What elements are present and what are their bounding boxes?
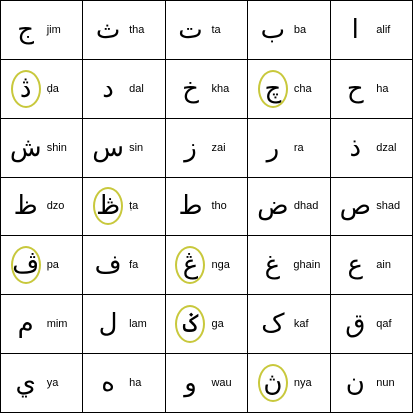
letter-glyph: ه — [101, 368, 115, 399]
letter-glyph: ڠ — [182, 250, 199, 281]
letter-transliteration: wau — [211, 377, 232, 390]
letter-cell — [1, 178, 83, 237]
letter-cell — [331, 1, 413, 60]
letter-glyph: ݢ — [182, 309, 199, 340]
letter-glyph: ڟ — [96, 191, 121, 222]
letter-glyph: م — [17, 309, 34, 340]
letter-glyph-wrap — [340, 248, 370, 282]
letter-cell — [166, 295, 248, 354]
letter-glyph: ز — [184, 132, 197, 163]
letter-transliteration: ba — [293, 23, 307, 36]
letter-transliteration: fa — [129, 259, 139, 272]
letter-glyph-wrap — [93, 248, 123, 282]
letter-transliteration: nya — [293, 377, 312, 390]
letter-cell — [248, 1, 330, 60]
letter-transliteration: qaf — [376, 318, 392, 331]
letter-glyph-wrap — [11, 307, 41, 341]
letter-glyph-wrap — [340, 131, 370, 165]
letter-glyph-wrap — [175, 307, 205, 341]
letter-transliteration: zai — [211, 141, 226, 154]
letter-cell — [166, 236, 248, 295]
letter-cell — [248, 295, 330, 354]
letter-glyph-wrap — [258, 72, 288, 106]
letter-transliteration: tho — [211, 200, 227, 213]
letter-transliteration: dzal — [376, 141, 397, 154]
letter-glyph: ث — [95, 14, 121, 45]
letter-cell — [331, 236, 413, 295]
letter-glyph-wrap — [340, 72, 370, 106]
letter-cell — [331, 354, 413, 413]
letter-glyph-wrap — [175, 72, 205, 106]
letter-glyph-wrap — [175, 13, 205, 47]
letter-transliteration: ghain — [293, 259, 321, 272]
letter-glyph: س — [92, 132, 124, 163]
letter-glyph: ش — [9, 132, 42, 163]
letter-transliteration: ya — [46, 377, 59, 390]
letter-transliteration: cha — [293, 82, 312, 95]
letter-transliteration: kaf — [293, 318, 309, 331]
letter-cell — [83, 354, 165, 413]
letter-glyph: ب — [260, 14, 286, 45]
letter-transliteration: alif — [376, 23, 391, 36]
letter-glyph: ط — [178, 191, 203, 222]
letter-cell — [331, 295, 413, 354]
letter-transliteration: shad — [376, 200, 401, 213]
letter-transliteration: ṭa — [129, 200, 139, 213]
letter-glyph: غ — [264, 250, 281, 281]
letter-transliteration: shin — [46, 141, 67, 154]
letter-cell — [1, 354, 83, 413]
letter-glyph: د — [102, 73, 114, 104]
letter-glyph: و — [184, 368, 197, 399]
letter-glyph-wrap — [175, 189, 205, 223]
letter-glyph: ف — [94, 250, 122, 281]
letter-glyph: ع — [347, 250, 364, 281]
letter-glyph-wrap — [93, 131, 123, 165]
letter-transliteration: tha — [129, 23, 145, 36]
letter-glyph-wrap — [11, 366, 41, 400]
letter-transliteration: ḍa — [46, 82, 59, 95]
letter-cell — [1, 295, 83, 354]
letter-glyph-wrap — [11, 13, 41, 47]
letter-glyph: ل — [98, 309, 118, 340]
letter-transliteration: ain — [376, 259, 391, 272]
letter-transliteration: sin — [129, 141, 144, 154]
letter-cell — [248, 178, 330, 237]
letter-glyph: ج — [17, 14, 35, 45]
letter-glyph-wrap — [258, 307, 288, 341]
letter-transliteration: ga — [211, 318, 224, 331]
letter-transliteration: ta — [211, 23, 221, 36]
letter-glyph: ي — [15, 368, 36, 399]
letter-glyph: ڎ — [19, 73, 32, 104]
letter-cell — [248, 354, 330, 413]
letter-glyph-wrap — [93, 72, 123, 106]
letter-glyph: ض — [257, 191, 289, 222]
letter-glyph: ڤ — [12, 250, 40, 281]
letter-cell — [166, 60, 248, 119]
letter-glyph-wrap — [340, 189, 370, 223]
letter-cell — [166, 119, 248, 178]
letter-glyph: ا — [351, 14, 359, 45]
letter-transliteration: ha — [129, 377, 142, 390]
letter-cell — [331, 60, 413, 119]
letter-transliteration: ra — [293, 141, 304, 154]
letter-glyph-wrap — [258, 366, 288, 400]
letter-cell — [83, 236, 165, 295]
letter-glyph-wrap — [340, 13, 370, 47]
letter-transliteration: kha — [211, 82, 230, 95]
letter-cell — [83, 1, 165, 60]
letter-transliteration: dzo — [46, 200, 65, 213]
letter-glyph-wrap — [11, 131, 41, 165]
letter-glyph: ق — [345, 309, 366, 340]
letter-glyph: ظ — [13, 191, 38, 222]
letter-glyph: ح — [346, 73, 364, 104]
letter-glyph-wrap — [93, 13, 123, 47]
letter-glyph-wrap — [258, 131, 288, 165]
letter-cell — [166, 178, 248, 237]
letter-glyph-wrap — [11, 248, 41, 282]
letter-cell — [248, 119, 330, 178]
letter-transliteration: lam — [129, 318, 147, 331]
letter-glyph-wrap — [258, 189, 288, 223]
letter-glyph: ڽ — [263, 368, 283, 399]
letter-cell — [1, 236, 83, 295]
letter-cell — [1, 119, 83, 178]
letter-cell — [83, 178, 165, 237]
letter-glyph: ک — [261, 309, 285, 340]
letter-cell — [83, 60, 165, 119]
letter-glyph-wrap — [93, 189, 123, 223]
letter-transliteration: dhad — [293, 200, 319, 213]
letter-glyph: ت — [178, 14, 203, 45]
letter-transliteration: mim — [46, 318, 68, 331]
letter-cell — [83, 295, 165, 354]
letter-glyph-wrap — [11, 189, 41, 223]
letter-glyph: ر — [266, 132, 280, 163]
letter-glyph-wrap — [11, 72, 41, 106]
letter-glyph-wrap — [175, 131, 205, 165]
letter-glyph: خ — [182, 73, 199, 104]
letter-glyph: ص — [339, 191, 372, 222]
letter-transliteration: nun — [376, 377, 395, 390]
letter-cell — [1, 1, 83, 60]
letter-cell — [166, 1, 248, 60]
letter-cell — [248, 236, 330, 295]
letter-cell — [331, 178, 413, 237]
letter-cell — [1, 60, 83, 119]
letter-cell — [331, 119, 413, 178]
letter-glyph: چ — [264, 73, 282, 104]
letter-glyph-wrap — [93, 307, 123, 341]
letter-glyph-wrap — [257, 248, 287, 282]
letter-transliteration: nga — [211, 259, 230, 272]
letter-glyph-wrap — [340, 366, 370, 400]
letter-cell — [166, 354, 248, 413]
letter-glyph-wrap — [175, 366, 205, 400]
letter-cell — [83, 119, 165, 178]
letter-cell — [248, 60, 330, 119]
letter-glyph-wrap — [93, 366, 123, 400]
letter-transliteration: ha — [376, 82, 389, 95]
letter-transliteration: dal — [129, 82, 144, 95]
letter-glyph-wrap — [258, 13, 288, 47]
letter-glyph-wrap — [175, 248, 205, 282]
letter-glyph: ن — [345, 368, 365, 399]
letter-transliteration: pa — [46, 259, 59, 272]
letter-transliteration: jim — [46, 23, 61, 36]
letter-glyph: ذ — [349, 132, 362, 163]
letter-glyph-wrap — [340, 307, 370, 341]
